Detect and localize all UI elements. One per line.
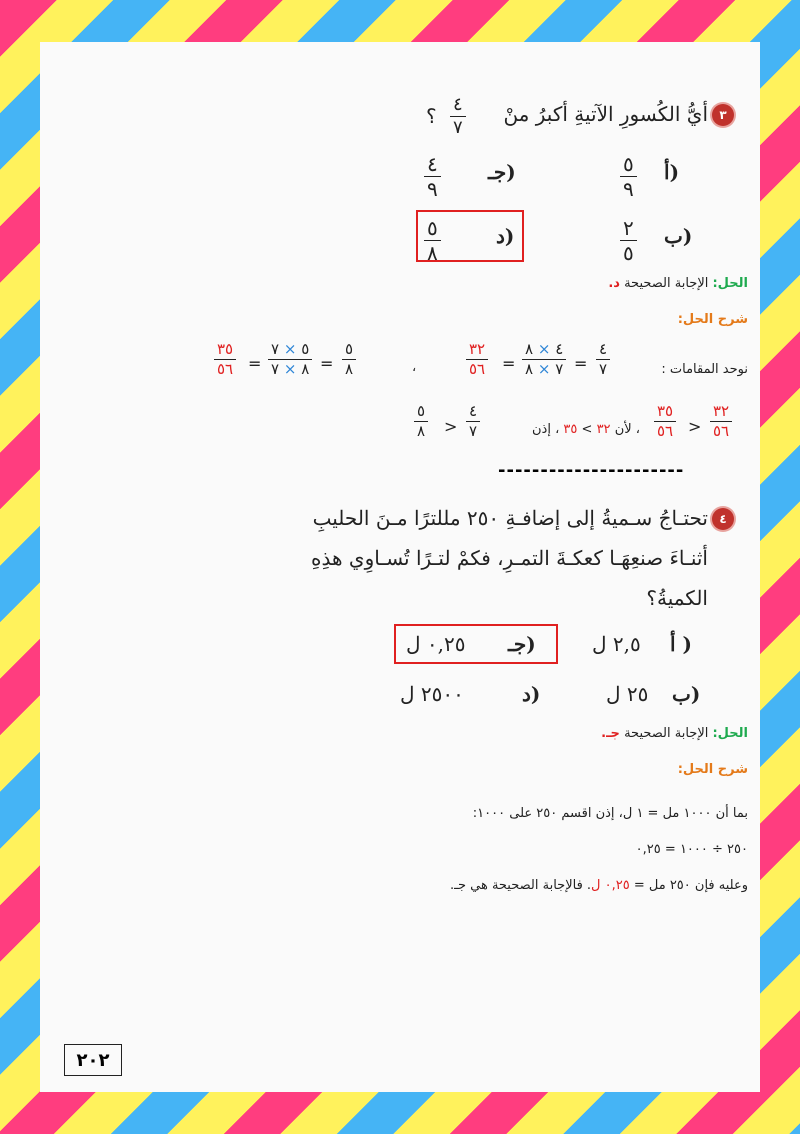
option-d-fraction: ٥ ٨ [424,218,441,263]
less-than-sign: > [444,417,458,436]
solution-4-explain-label: شرح الحل: [677,762,748,777]
separator-comma: ، [412,360,417,375]
fraction-35-56: ٣٥ ٥٦ [214,342,236,377]
solution-4-step-2: ٢٥٠ ÷ ١٠٠٠ = ٠,٢٥ [635,842,748,857]
fraction-4-7: ٤ ٧ [596,342,610,377]
page-number: ٢٠٢ [64,1044,122,1076]
question-3-fraction: ٤ ٧ [450,96,466,137]
q4-option-c-label: جـ) [508,632,536,656]
option-a-fraction: ٥ ٩ [620,154,637,199]
equals-sign: = [502,354,516,373]
q4-option-d-label: د) [522,682,541,706]
option-c-label: جـ) [488,160,516,184]
question-3-qmark: ؟ [426,104,437,128]
equals-sign: = [320,354,334,373]
q4-option-a-label: أ ) [670,632,692,656]
option-b-fraction: ٢ ٥ [620,218,637,263]
question-3-text: أيُّ الكُسورِ الآتيةِ أكبرُ منْ [503,102,708,126]
q4-option-b-value: ٢٥ ل [606,682,649,706]
equals-sign: = [574,354,588,373]
solution-4-line: الحل: الإجابة الصحيحة جـ. [601,726,748,741]
equals-sign: = [248,354,262,373]
question-4-line-2: أثنـاءَ صنعِهَـا كعكـةَ التمـرِ، فكمْ لتـرًا تُسـاوِي هذِهِ [311,546,708,570]
option-c-fraction: ٤ ٩ [424,154,441,199]
question-3-badge: ٣ [712,104,734,126]
option-d-label: د) [496,224,515,248]
solution-4-step-3: وعليه فإن ٢٥٠ مل = ٠,٢٥ ل. فالإجابة الصحيحة هي جـ. [450,878,748,893]
fraction-5-8: ٥ ٨ [342,342,356,377]
question-4-line-1: تحتـاجُ سـميةُ إلى إضافـةِ ٢٥٠ مللترًا مـنَ الحليبِ [312,506,708,530]
solution-3-explain-label: شرح الحل: [677,312,748,327]
fraction-35-56-compare: ٣٥ ٥٦ [654,404,676,439]
question-4-badge: ٤ [712,508,734,530]
fraction-32-56: ٣٢ ٥٦ [466,342,488,377]
because-clause: ، لأن ٣٢ > ٣٥ ، إذن [532,422,640,437]
fraction-5x7-8x7: ٥ × ٧ ٨ × ٧ [268,342,312,377]
less-than-sign: > [688,417,702,436]
page [40,42,760,1092]
option-b-label: ب) [664,224,693,248]
q4-option-b-label: ب) [672,682,701,706]
q4-option-d-value: ٢٥٠٠ ل [400,682,464,706]
q4-option-a-value: ٢,٥ ل [592,632,641,656]
fraction-4-7-compare: ٤ ٧ [466,404,480,439]
section-divider: ---------------------- [498,460,685,481]
fraction-4x8-7x8: ٤ × ٨ ٧ × ٨ [522,342,566,377]
fraction-5-8-compare: ٥ ٨ [414,404,428,439]
unify-denominators-text: نوحد المقامات : [661,362,748,377]
question-4-line-3: الكميةُ؟ [646,586,708,610]
solution-4-step-1: بما أن ١٠٠٠ مل = ١ ل، إذن اقسم ٢٥٠ على ١٠٠٠: [472,806,748,821]
q4-option-c-value: ٠,٢٥ ل [406,632,466,656]
solution-3-line: الحل: الإجابة الصحيحة د. [608,276,748,291]
option-a-label: أ) [664,160,680,184]
fraction-32-56-compare: ٣٢ ٥٦ [710,404,732,439]
